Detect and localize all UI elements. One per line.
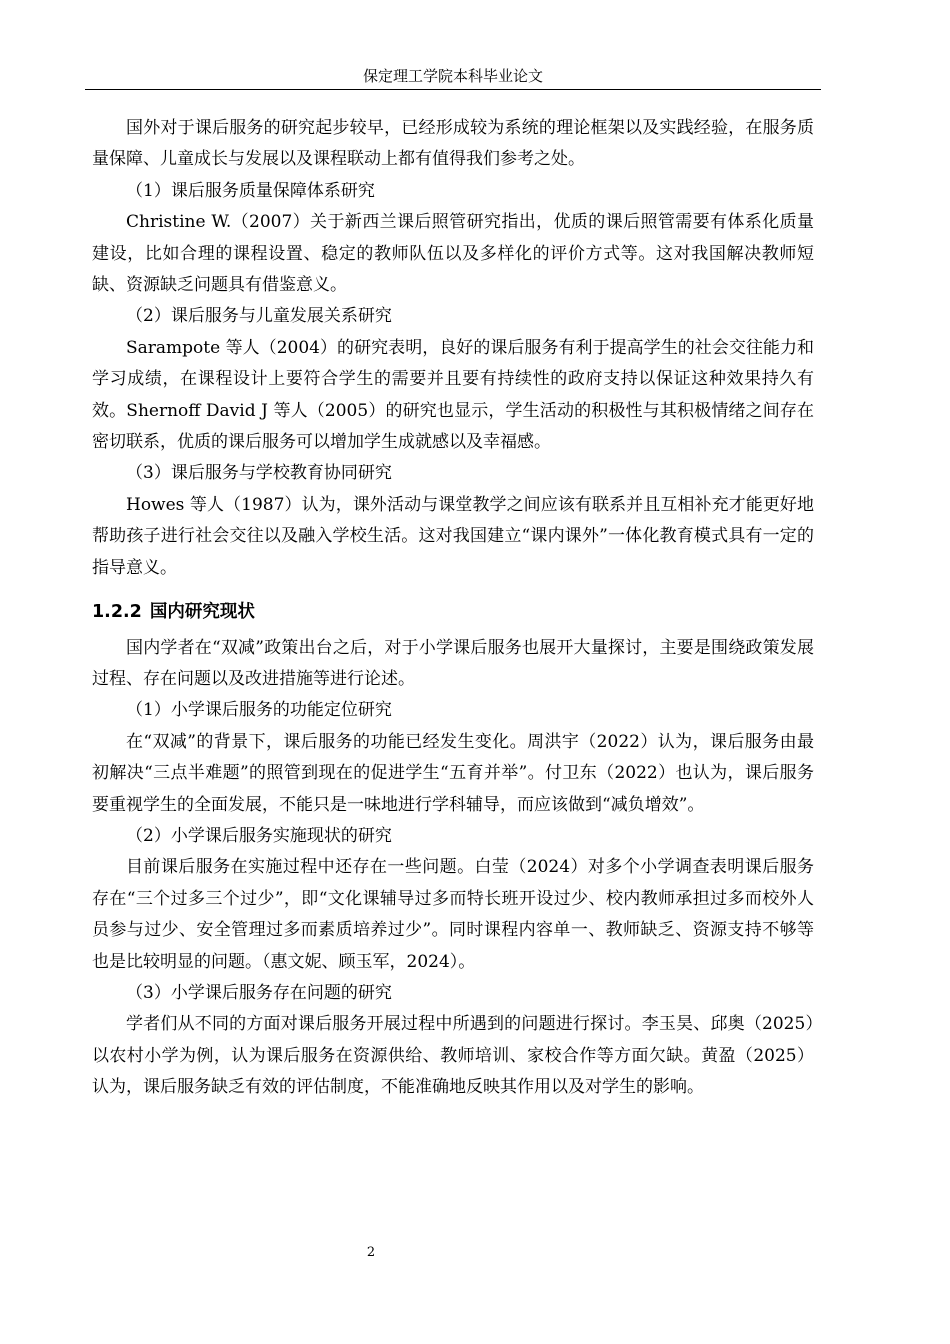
paragraph-child-development: Sarampote 等人（2004）的研究表明，良好的课后服务有利于提高学生的社会交往能力和学习成绩，在课程设计上要符合学生的需要并且要有持续性的政府支持以保证这种效果持久有效。Shernoff David J 等人（2005）的研究也显示，学生活动的积极性与其积极情绪之间存在密切联系，优质的课后服务可以增加学生成就感以及幸福感。	[92, 337, 814, 453]
paragraph-existing-problems: 学者们从不同的方面对课后服务开展过程中所遇到的问题进行探讨。李玉昊、邱奥（2025）以农村小学为例，认为课后服务在资源供给、教师培训、家校合作等方面欠缺。黄盈（2025）认为，课后服务缺乏有效的评估制度，不能准确地反映其作用以及对学生的影响。	[92, 1014, 814, 1098]
subheading-child-development: （2）课后服务与儿童发展关系研究	[126, 306, 392, 327]
paragraph-foreign-intro: 国外对于课后服务的研究起步较早，已经形成较为系统的理论框架以及实践经验，在服务质量保障、儿童成长与发展以及课程联动上都有值得我们参考之处。	[92, 118, 814, 170]
section-heading-domestic	[92, 584, 814, 632]
page-number: 2	[366, 1245, 376, 1260]
subheading-function-positioning: （1）小学课后服务的功能定位研究	[126, 700, 392, 721]
section-heading-number: 1.2.2	[92, 602, 142, 623]
paragraph-school-collaboration: Howes 等人（1987）认为，课外活动与课堂教学之间应该有联系并且互相补充才能更好地帮助孩子进行社会交往以及融入学校生活。这对我国建立“课内课外”一体化教育模式具有一定的指导意义。	[92, 494, 814, 578]
section-heading-title: 国内研究现状	[149, 602, 255, 623]
subheading-existing-problems: （3）小学课后服务存在问题的研究	[126, 982, 392, 1003]
page-body	[92, 113, 814, 1104]
paragraph-domestic-intro: 国内学者在“双减”政策出台之后，对于小学课后服务也展开大量探讨，主要是围绕政策发展过程、存在问题以及改进措施等进行论述。	[92, 637, 814, 689]
paragraph-quality-assurance: Christine W.（2007）关于新西兰课后照管研究指出，优质的课后照管需要有体系化质量建设，比如合理的课程设置、稳定的教师队伍以及多样化的评价方式等。这对我国解决教师短缺、资源缺乏问题具有借鉴意义。	[92, 212, 814, 296]
subheading-school-collaboration: （3）课后服务与学校教育协同研究	[126, 463, 392, 484]
page-header: 保定理工学院本科毕业论文	[362, 67, 543, 85]
paragraph-function-positioning: 在“双减”的背景下，课后服务的功能已经发生变化。周洪宇（2022）认为，课后服务由最初解决“三点半难题”的照管到现在的促进学生“五育并举”。付卫东（2022）也认为，课后服务要重视学生的全面发展，不能只是一味地进行学科辅导，而应该做到“减负增效”。	[92, 731, 814, 815]
paragraph-implementation-status: 目前课后服务在实施过程中还存在一些问题。白莹（2024）对多个小学调查表明课后服务存在“三个过多三个过少”，即“文化课辅导过多而特长班开设过少、校内教师承担过多而校外人员参与过少、安全管理过多而素质培养过少”。同时课程内容单一、教师缺乏、资源支持不够等也是比较明显的问题。（惠文妮、顾玉军，2024）。	[92, 857, 814, 972]
subheading-implementation-status: （2）小学课后服务实施现状的研究	[126, 825, 392, 846]
subheading-quality-assurance: （1）课后服务质量保障体系研究	[126, 180, 375, 201]
header-divider	[85, 89, 821, 90]
